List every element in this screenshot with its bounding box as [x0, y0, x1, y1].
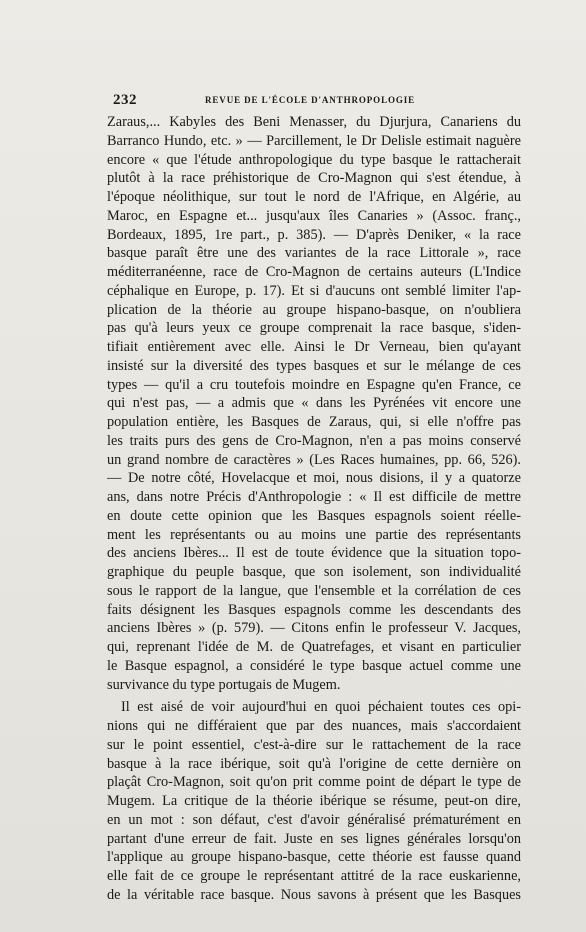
- text-line: pas qu'à leurs yeux ce groupe comprenait la race basque, s'iden-: [107, 320, 521, 337]
- text-line: ment les représentants ou au moins une partie des représentants: [107, 526, 521, 543]
- text-line: sur le point essentiel, c'est-à-dire sur le rattachement de la race: [107, 736, 521, 753]
- text-line: nions qui ne différaient que par des nuances, mais s'accordaient: [107, 718, 521, 734]
- text-line: plication de la théorie au groupe hispano-basque, on n'oubliera: [107, 301, 521, 318]
- running-title: REVUE DE L'ÉCOLE D'ANTHROPOLOGIE: [205, 95, 416, 105]
- text-line: encore « que l'étude anthropologique du type basque le rattacherait: [107, 151, 521, 168]
- paragraph-2: [107, 698, 521, 904]
- text-line: un grand nombre de caractères » (Les Races humaines, pp. 66, 526).: [107, 451, 521, 468]
- text-line: Barranco Hundo, etc. » — Parcillement, le Dr Delisle estimait naguère: [107, 132, 521, 149]
- page-header: [107, 92, 521, 110]
- text-line: sous le rapport de la langue, que l'ensemble et la corrélation de ces: [107, 582, 521, 599]
- text-line: elle fait de ce groupe le représentant attitré de la race euskarienne,: [107, 868, 521, 884]
- text-line: survivance du type portugais de Mugem.: [107, 676, 341, 693]
- text-line: qui, reprenant l'idée de M. de Quatrefages, et visant en particulier: [107, 639, 521, 655]
- text-line: des anciens Ibères... Il est de toute évidence que la situation topo-: [107, 545, 521, 562]
- text-line: l'applique au groupe hispano-basque, cette théorie est fausse quand: [107, 849, 521, 866]
- text-line: basque à la race ibérique, soit qu'à l'origine de cette dernière on: [107, 755, 521, 772]
- text-line: tifiait entièrement avec elle. Ainsi le Dr Verneau, bien qu'ayant: [107, 339, 521, 355]
- text-line: plutôt à la race préhistorique de Cro-Magnon qui s'est étendue, à: [107, 170, 521, 187]
- text-line: ans, dans notre Précis d'Anthropologie : « Il est difficile de mettre: [107, 489, 521, 505]
- text-line: céphalique en Europe, p. 17). Et si d'aucuns ont semblé limiter l'ap-: [107, 282, 521, 299]
- text-line: Maroc, en Espagne et... jusqu'aux îles Canaries » (Assoc. franç.,: [107, 207, 521, 224]
- text-line: le Basque espagnol, a considéré le type basque actuel comme une: [107, 657, 521, 674]
- page-number: 232: [113, 92, 137, 108]
- text-line: insisté sur la diversité des types basques et sur le mélange de ces: [107, 357, 521, 374]
- text-line: graphique du peuple basque, que son isolement, son individualité: [107, 564, 521, 580]
- text-line: Il est aisé de voir aujourd'hui en quoi péchaient toutes ces opi-: [121, 699, 521, 716]
- text-line: partant d'une erreur de fait. Juste en ses lignes générales lorsqu'on: [107, 830, 521, 847]
- text-line: de la véritable race basque. Nous savons à présent que les Basques: [107, 886, 521, 903]
- text-line: Mugem. La critique de la théorie ibérique se résume, peut-on dire,: [107, 793, 521, 809]
- text-line: anciens Ibères » (p. 579). — Citons enfin le professeur V. Jacques,: [107, 620, 521, 637]
- text-line: Zaraus,... Kabyles des Beni Menasser, du Djurjura, Canariens du: [107, 114, 521, 130]
- text-line: — De notre côté, Hovelacque et moi, nous disions, il y a quatorze: [107, 470, 521, 487]
- text-line: méditerranéenne, race de Cro-Magnon de certains auteurs (L'Indice: [107, 264, 521, 280]
- body-text: [107, 113, 521, 905]
- text-line: les traits purs des gens de Cro-Magnon, n'en a pas moins conservé: [107, 432, 521, 449]
- paragraph-1: [107, 113, 521, 694]
- text-line: population entière, les Basques de Zaraus, qui, si elle n'offre pas: [107, 414, 521, 430]
- text-line: en un mot : son défaut, c'est d'avoir généralisé prématurément en: [107, 811, 521, 828]
- text-line: en doute cette opinion que les Basques espagnols soient réelle-: [107, 507, 521, 524]
- text-line: basque paraît être une des variantes de la race Littorale », race: [107, 245, 521, 262]
- text-line: plaçât Cro-Magnon, soit qu'on prit comme point de départ le type de: [107, 774, 521, 791]
- text-line: l'époque néolithique, sur tout le nord de l'Afrique, en Algérie, au: [107, 189, 521, 205]
- text-line: Bordeaux, 1895, 1re part., p. 385). — D'après Deniker, « la race: [107, 226, 521, 243]
- text-line: qui n'est pas, — a admis que « dans les Pyrénées vit encore une: [107, 395, 521, 412]
- text-line: faits désignent les Basques espagnols comme les descendants des: [107, 601, 521, 618]
- text-line: types — qu'il a cru toutefois moindre en Espagne qu'en France, ce: [107, 376, 521, 393]
